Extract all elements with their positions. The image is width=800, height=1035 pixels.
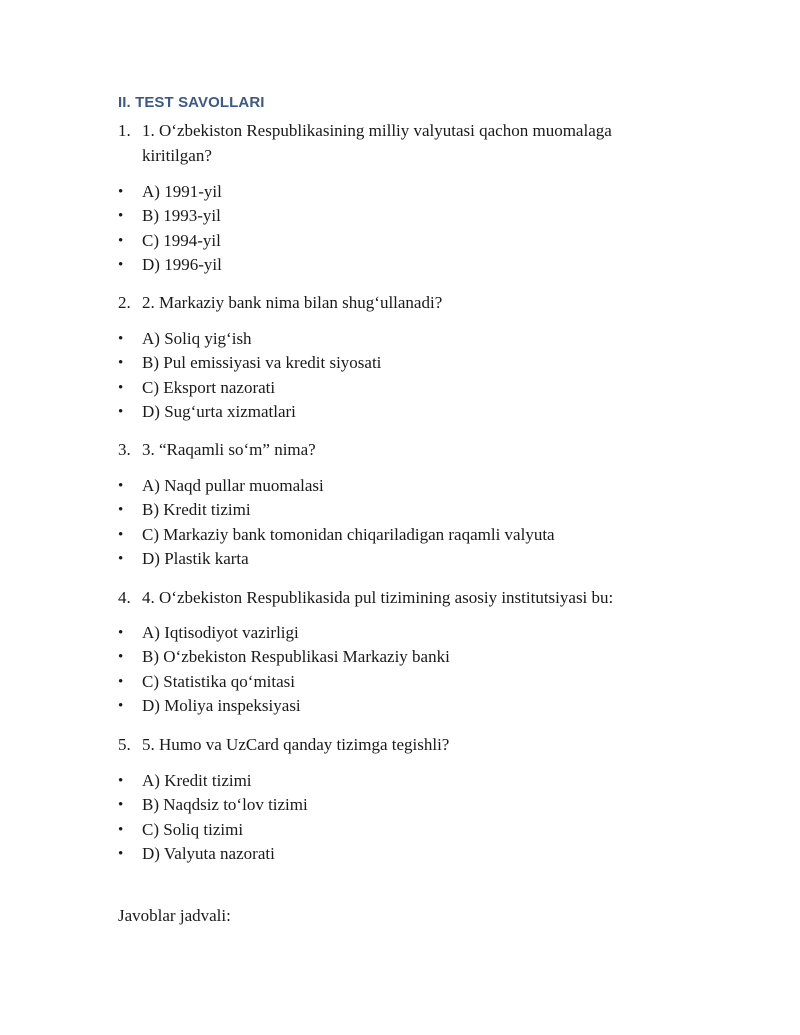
bullet-icon: • [118,502,124,519]
bullet-icon: • [118,697,124,714]
option-text: A) Iqtisodiyot vazirligi [142,623,299,642]
bullet-icon: • [118,256,124,273]
list-item [118,645,678,669]
list-item [118,400,678,424]
list-item [118,253,678,277]
question-1 [118,118,678,168]
option-text: B) 1993-yil [142,206,221,226]
option-text: D) Valyuta nazorati [142,843,275,863]
bullet-icon: • [118,821,124,838]
question-number: 1. [118,121,131,140]
options-list-4 [118,621,678,718]
question-text: 4. O‘zbekiston Respublikasida pul tizimining asosiy institutsiyasi bu: [142,588,614,607]
options-list-3 [118,474,678,571]
section-heading: II. TEST SAVOLLARI [118,94,265,111]
list-item [118,818,678,842]
options-list-5 [118,769,678,866]
option-text: C) Statistika qo‘mitasi [142,671,295,691]
list-item [118,670,678,694]
bullet-icon: • [118,478,124,494]
question-3 [118,437,678,462]
list-item [118,793,678,817]
list-item [118,229,678,253]
option-text: B) Kredit tizimi [142,500,251,520]
bullet-icon: • [118,379,124,396]
option-text: B) Pul emissiyasi va kredit siyosati [142,353,382,373]
option-text: D) 1996-yil [142,254,222,274]
bullet-icon: • [118,331,124,347]
question-text: 5. Humo va UzCard qanday tizimga tegishli? [142,735,450,754]
bullet-icon: • [118,773,124,789]
question-number: 4. [118,588,131,607]
bullet-icon: • [118,649,124,666]
answers-table-label: Javoblar jadvali: [118,906,231,925]
option-text: C) Eksport nazorati [142,377,276,397]
question-text: 1. O‘zbekiston Respublikasining milliy valyutasi qachon muomalaga kiritilgan? [142,121,612,165]
option-text: A) Kredit tizimi [142,771,252,790]
option-text: D) Moliya inspeksiyasi [142,695,301,715]
option-text: C) 1994-yil [142,230,221,250]
bullet-icon: • [118,845,124,862]
option-text: C) Soliq tizimi [142,819,244,839]
bullet-icon: • [118,355,124,372]
question-number: 5. [118,735,131,754]
options-list-2 [118,327,678,424]
question-number: 2. [118,293,131,312]
option-text: C) Markaziy bank tomonidan chiqariladigan raqamli valyuta [142,524,555,544]
list-item [118,474,678,498]
list-item [118,621,678,645]
options-list-1 [118,180,678,277]
list-item [118,180,678,204]
question-2 [118,290,678,315]
option-text: A) Naqd pullar muomalasi [142,476,324,495]
list-item [118,376,678,400]
list-item [118,769,678,793]
list-item [118,327,678,351]
option-text: A) Soliq yig‘ish [142,329,252,348]
list-item [118,547,678,571]
bullet-icon: • [118,526,124,543]
question-text: 3. “Raqamli so‘m” nima? [142,440,316,459]
list-item [118,842,678,866]
list-item [118,498,678,522]
bullet-icon: • [118,403,124,420]
list-item [118,204,678,228]
question-4 [118,585,678,610]
list-item [118,351,678,375]
question-number: 3. [118,440,131,459]
list-item [118,694,678,718]
bullet-icon: • [118,625,124,641]
bullet-icon: • [118,208,124,225]
option-text: A) 1991-yil [142,182,222,201]
list-item [118,523,678,547]
option-text: B) O‘zbekiston Respublikasi Markaziy banki [142,647,450,667]
option-text: B) Naqdsiz to‘lov tizimi [142,795,308,815]
question-text: 2. Markaziy bank nima bilan shug‘ullanadi? [142,293,443,312]
bullet-icon: • [118,797,124,814]
bullet-icon: • [118,232,124,249]
question-5 [118,732,678,757]
bullet-icon: • [118,550,124,567]
option-text: D) Plastik karta [142,548,249,568]
bullet-icon: • [118,673,124,690]
bullet-icon: • [118,184,124,200]
option-text: D) Sug‘urta xizmatlari [142,401,296,421]
